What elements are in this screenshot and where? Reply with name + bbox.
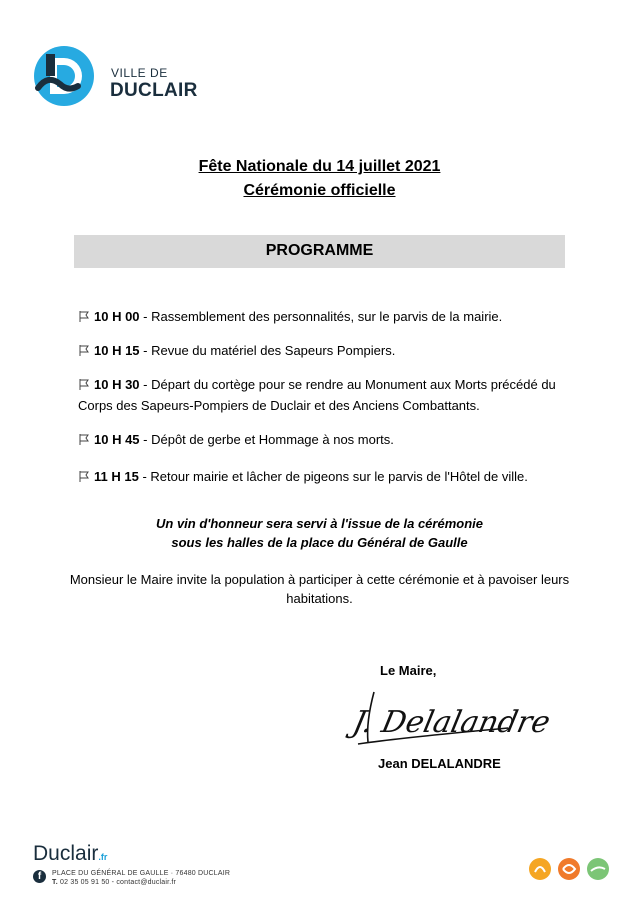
invitation-text: Monsieur le Maire invite la population à participer à cette cérémonie et à pavoiser leurs habitations. [69, 572, 570, 606]
document-subtitle: Cérémonie officielle [243, 182, 396, 199]
flag-icon [78, 433, 91, 446]
phone-label: T. [52, 879, 58, 886]
logo-text-small: VILLE DE [111, 66, 168, 80]
reception-line-2: sous les halles de la place du Général de Gaulle [171, 535, 468, 550]
programme-text: - Retour mairie et lâcher de pigeons sur le parvis de l'Hôtel de ville. [138, 469, 528, 484]
flag-icon [78, 378, 91, 391]
logo-text-big: DUCLAIR [110, 80, 198, 101]
facebook-icon[interactable]: f [33, 870, 46, 883]
city-logo [30, 44, 230, 108]
footer-logo [33, 842, 107, 866]
programme-text: - Dépôt de gerbe et Hommage à nos morts. [139, 432, 394, 447]
signature-script: J. Delalandre [349, 705, 554, 740]
flag-icon [78, 344, 91, 357]
footer-address [52, 869, 230, 887]
footer-contact-line: T. 02 35 05 91 50 - contact@duclair.fr [52, 879, 177, 886]
footer-phone: 02 35 05 91 50 [60, 879, 110, 886]
programme-time: 11 H 15 [94, 469, 139, 484]
programme-text: - Revue du matériel des Sapeurs Pompiers. [139, 343, 396, 358]
footer-email: contact@duclair.fr [116, 879, 177, 886]
duclair-logo-icon [30, 44, 102, 108]
programme-item [78, 466, 558, 487]
programme-time: 10 H 45 [94, 432, 140, 447]
programme-item [78, 374, 558, 416]
footer-logo-suffix: .fr [98, 852, 108, 862]
programme-item [78, 306, 558, 327]
signatory-name: Jean DELALANDRE [378, 756, 501, 771]
reception-line-1: Un vin d'honneur sera servi à l'issue de la cérémonie [156, 516, 483, 531]
programme-text: - Rassemblement des personnalités, sur le parvis de la mairie. [139, 309, 503, 324]
programme-time: 10 H 15 [94, 343, 140, 358]
handwritten-signature [349, 682, 554, 754]
flag-icon [78, 470, 91, 483]
document-title: Fête Nationale du 14 juillet 2021 [198, 158, 441, 175]
programme-item [78, 340, 558, 361]
programme-text: - Départ du cortège pour se rendre au Monument aux Morts précédé du Corps des Sapeurs-Pompiers de Duclair et des Anciens Combattants. [78, 377, 556, 413]
programme-time: 10 H 00 [94, 309, 140, 324]
programme-heading: PROGRAMME [265, 242, 374, 259]
footer-logo-text: Duclair [33, 842, 99, 865]
footer-label-icons [528, 856, 610, 882]
programme-time: 10 H 30 [94, 377, 140, 392]
signature-title: Le Maire, [380, 663, 437, 678]
flag-icon [78, 310, 91, 323]
programme-item [78, 429, 558, 450]
footer-address-line: PLACE DU GÉNÉRAL DE GAULLE · 76480 DUCLAIR [52, 870, 231, 877]
